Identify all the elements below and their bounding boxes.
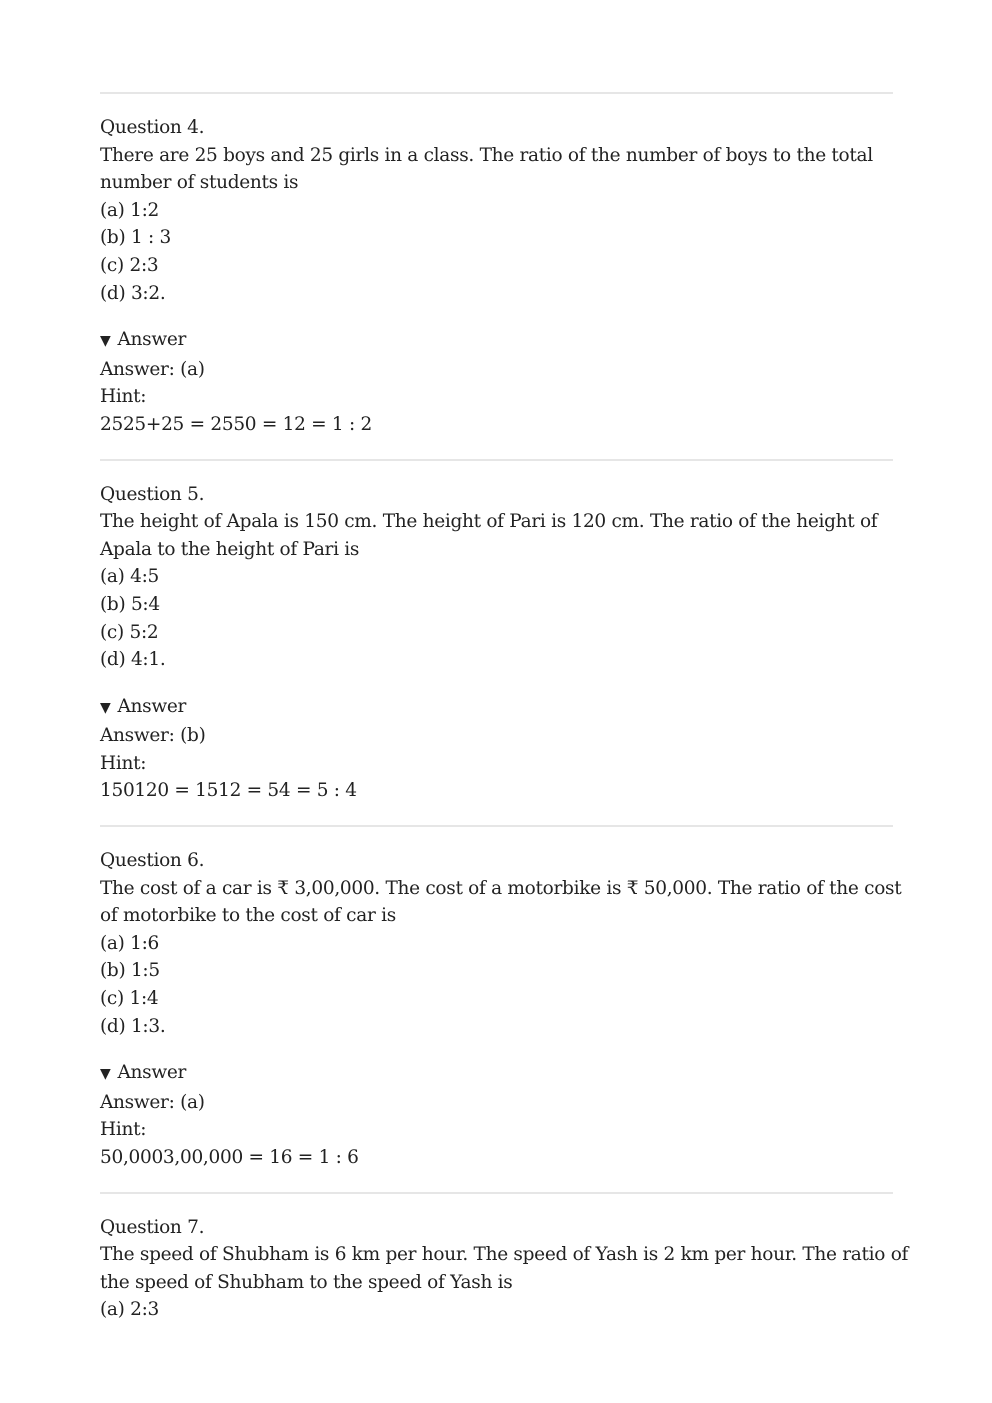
question-text: number of students is [100,172,299,194]
option: (a) 2:3 [100,1299,160,1321]
answer-text: Answer: (a) [100,358,205,380]
hint-text: 50,0003,00,000 = 16 = 1 : 6 [100,1147,359,1168]
hint-label: Hint: [100,752,147,774]
hint-label: Hint: [100,1119,147,1141]
answer-toggle[interactable] [100,1059,893,1089]
question-text: The speed of Shubham is 6 km per hour. The speed of Yash is 2 km per hour. The ratio of [100,1244,909,1266]
option: (a) 1:6 [100,932,160,954]
question-text: of motorbike to the cost of car is [100,905,396,927]
question-text: There are 25 boys and 25 girls in a class. The ratio of the number of boys to the total [100,144,873,166]
triangle-down-icon: ▼ [100,333,111,350]
answer-toggle[interactable] [100,326,893,356]
question-text: the speed of Shubham to the speed of Yash is [100,1271,513,1293]
question-text: The cost of a car is ₹ 3,00,000. The cost of a motorbike is ₹ 50,000. The ratio of the cost [100,877,902,899]
answer-toggle-label: Answer [117,695,187,717]
option: (a) 1:2 [100,199,160,221]
option: (b) 5:4 [100,593,160,615]
option: (d) 3:2. [100,282,166,304]
option: (b) 1:5 [100,960,160,982]
hint-text: 2525+25 = 2550 = 12 = 1 : 2 [100,413,372,435]
answer-text: Answer: (b) [100,725,206,747]
option: (c) 5:2 [100,621,159,643]
option: (c) 2:3 [100,254,159,276]
question-title: Question 5. [100,483,205,505]
option: (a) 4:5 [100,566,160,588]
answer-text: Answer: (a) [100,1091,205,1113]
answer-toggle-label: Answer [117,1062,187,1084]
question-title: Question 6. [100,850,205,872]
question-block [100,92,893,459]
answer-toggle-label: Answer [117,329,187,351]
question-list [100,92,909,1344]
question-title: Question 4. [100,117,205,138]
option: (b) 1 : 3 [100,227,171,249]
option: (c) 1:4 [100,988,159,1010]
question-text: The height of Apala is 150 cm. The height of Pari is 120 cm. The ratio of the height of [100,511,878,533]
option: (d) 4:1. [100,649,166,671]
question-block [100,459,893,826]
hint-label: Hint: [100,386,147,408]
question-block [100,825,902,1192]
question-title: Question 7. [100,1216,205,1238]
question-text: Apala to the height of Pari is [100,538,360,560]
answer-toggle[interactable] [100,693,893,723]
hint-text: 150120 = 1512 = 54 = 5 : 4 [100,780,357,802]
question-block [100,1192,909,1344]
option: (d) 1:3. [100,1015,166,1037]
triangle-down-icon: ▼ [100,699,111,716]
triangle-down-icon: ▼ [100,1066,111,1083]
